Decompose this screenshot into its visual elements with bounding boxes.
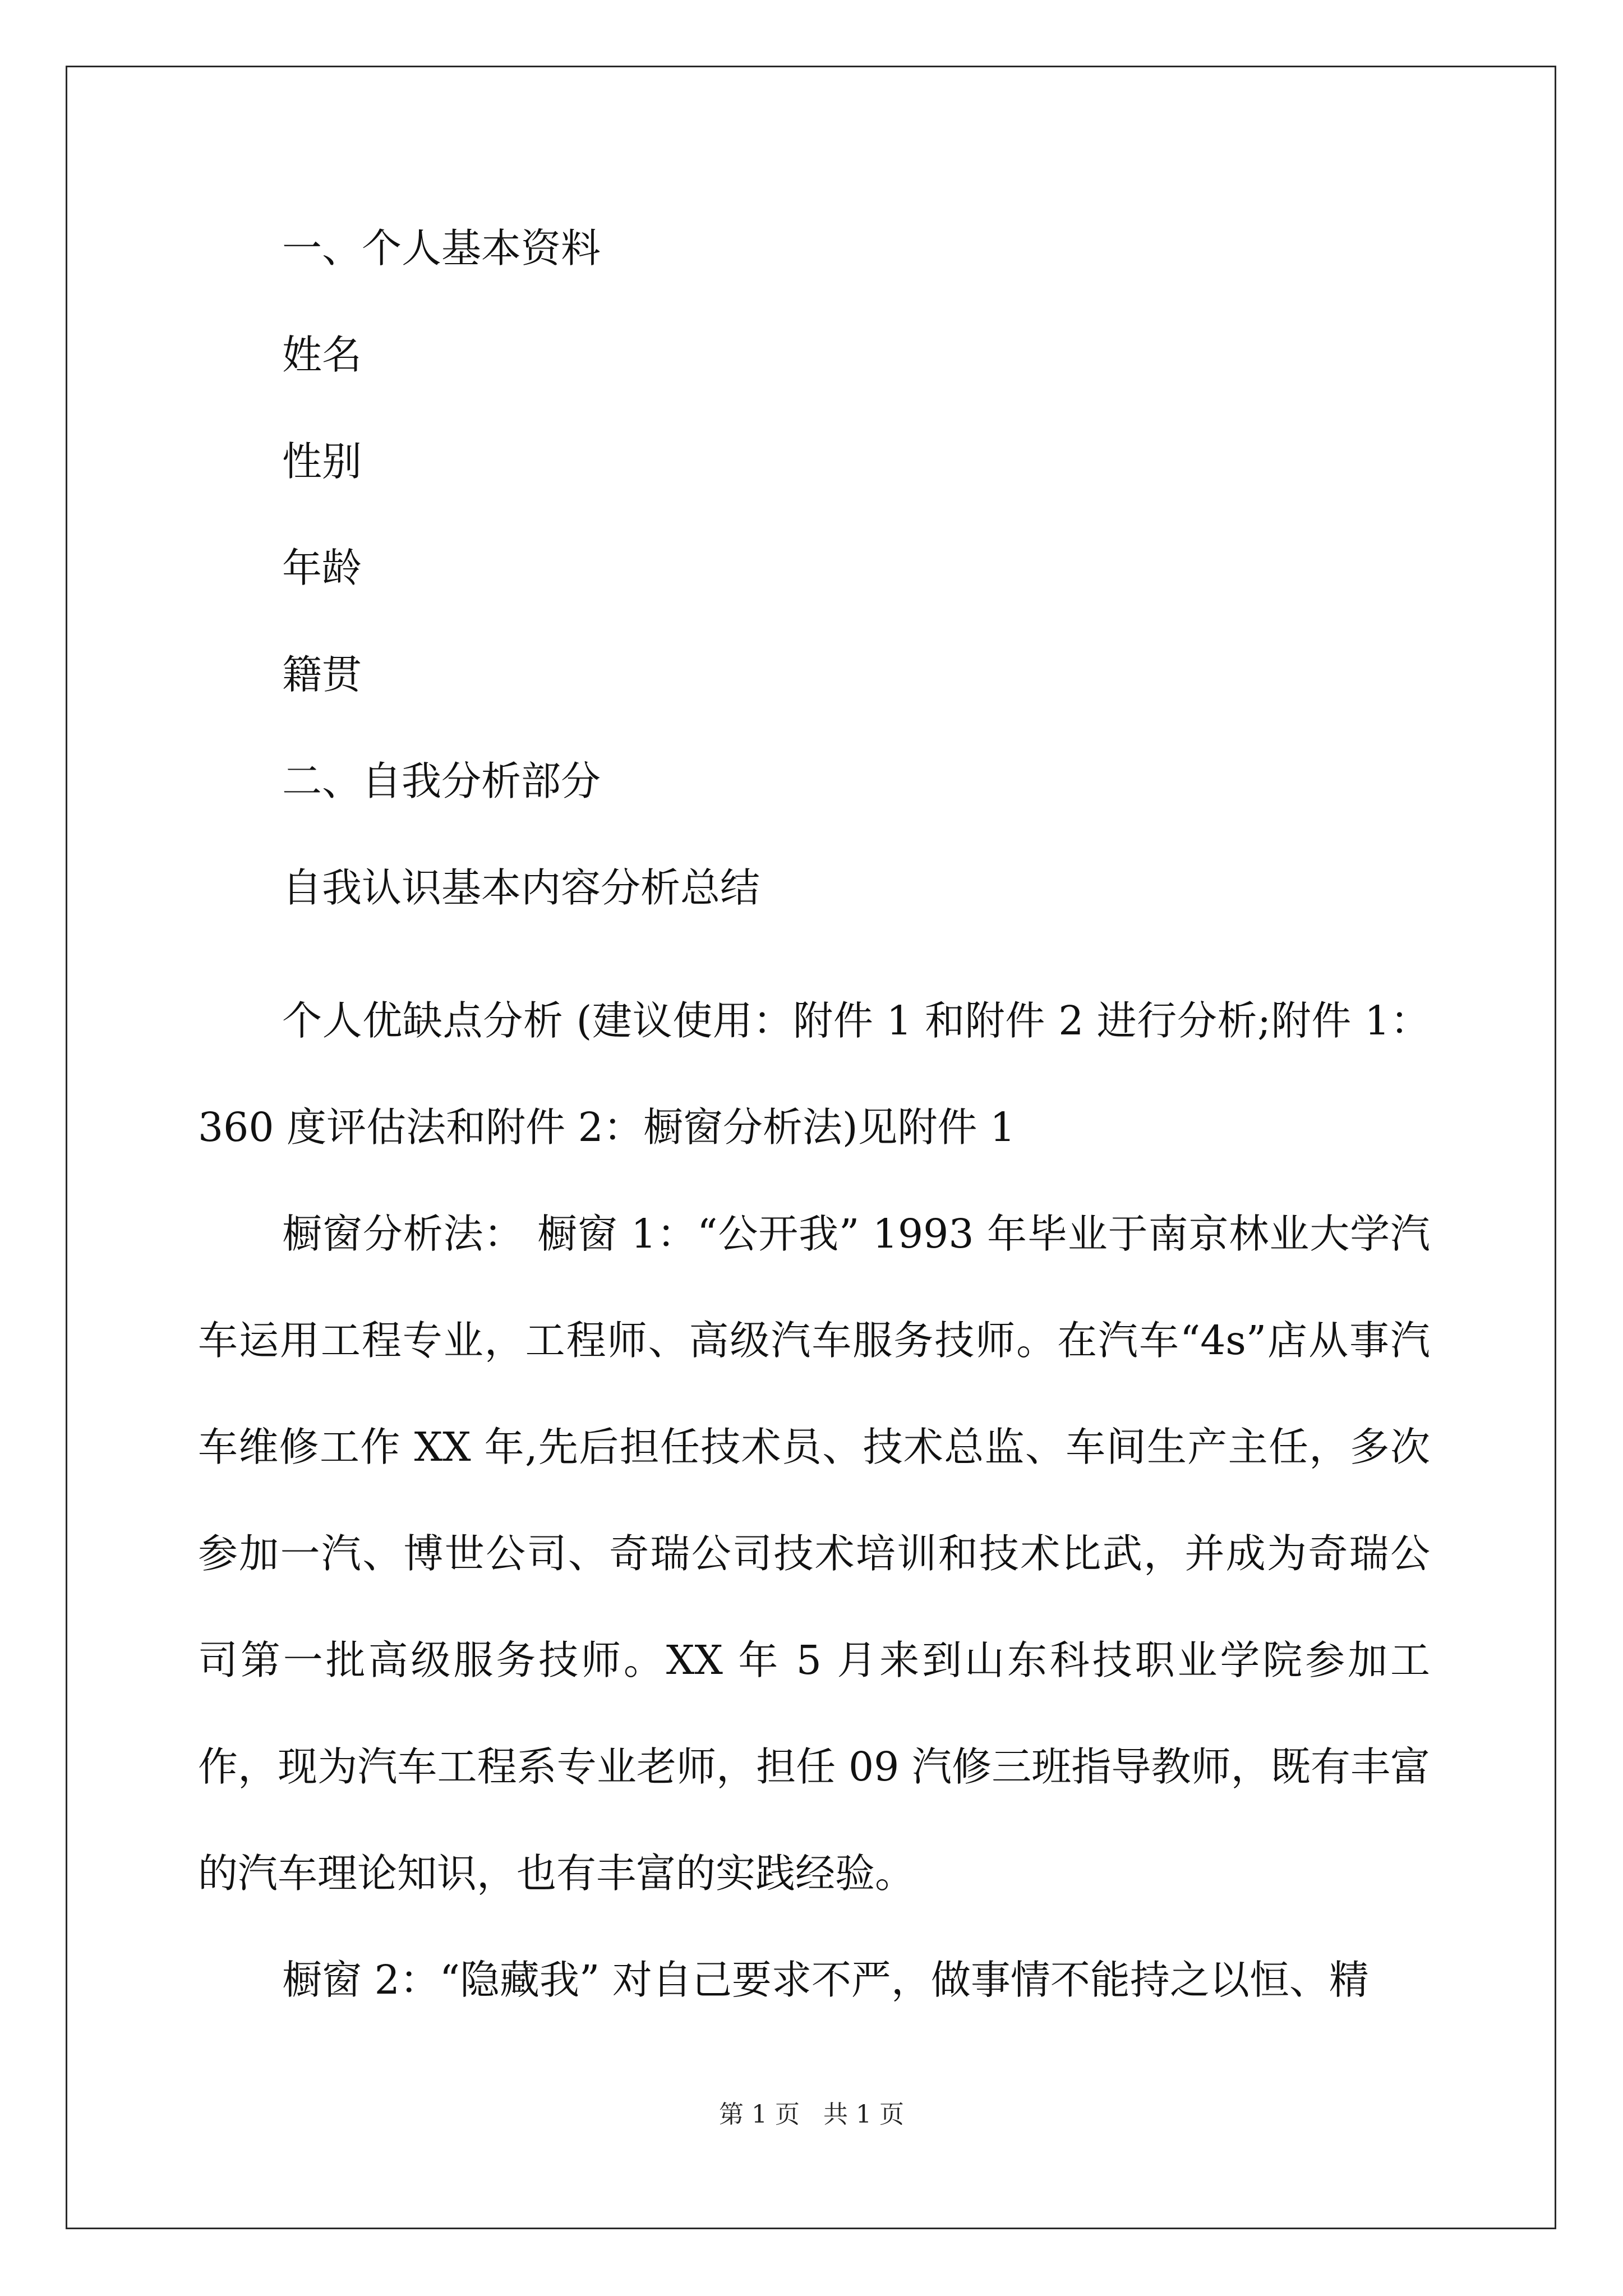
page-footer xyxy=(0,2098,1623,2132)
page-number: 第 1 页 xyxy=(719,2100,800,2129)
paragraph-window-1: 橱窗分析法： 橱窗 1：“公开我” 1993 年毕业于南京林业大学汽车运用工程专业，工程师、高级汽车服务技师。在汽车“4s”店从事汽车维修工作 XX 年,先后担任技术员、技术总监、车间生产主任，多次参加一汽、博世公司、奇瑞公司技术培训和技术比武，并成为奇瑞公司第一批高级服务技师。XX 年 5 月来到山东科技职业学院参加工作，现为汽车工程系专业老师，担任 09 汽修三班指导教师，既有丰富的汽车理论知识，也有丰富的实践经验。 xyxy=(198,1211,1430,1897)
field-gender: 性别 xyxy=(282,438,362,485)
section-heading-2: 二、自我分析部分 xyxy=(282,758,601,804)
section-heading-1: 一、个人基本资料 xyxy=(282,225,601,272)
document-body xyxy=(198,222,1430,2033)
self-knowledge-heading: 自我认识基本内容分析总结 xyxy=(282,864,760,911)
field-origin: 籍贯 xyxy=(282,651,362,698)
page-total: 共 1 页 xyxy=(823,2100,904,2129)
paragraph-window-2: 橱窗 2：“隐藏我” 对自己要求不严，做事情不能持之以恒、精 xyxy=(282,1957,1369,2003)
field-age: 年龄 xyxy=(282,545,362,591)
field-name: 姓名 xyxy=(282,332,362,378)
paragraph-strengths-weaknesses: 个人优缺点分析 (建议使用：附件 1 和附件 2 进行分析;附件 1：360 度评估法和附件 2：橱窗分析法)见附件 1 xyxy=(198,997,1430,1151)
